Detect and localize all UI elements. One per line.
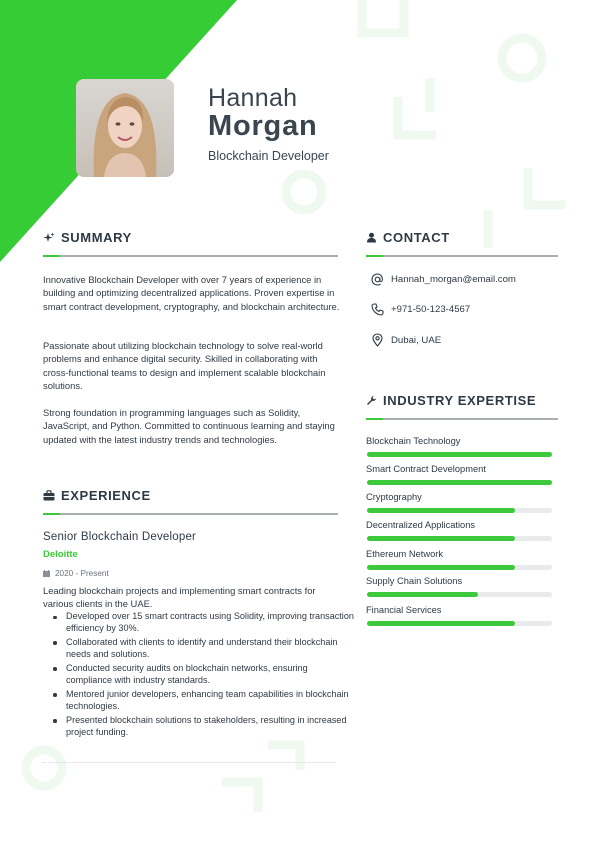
wrench-icon: [366, 395, 377, 406]
summary-paragraph-1: Innovative Blockchain Developer with over 7 years of experience in building and optimizing decentralized applications. Proven expertise in smart contract development, cryptography, and blockchain architecture.: [43, 274, 340, 312]
skill-bar-fill: [367, 565, 515, 570]
list-item: Presented blockchain solutions to stakeholders, resulting in increased project funding.: [66, 715, 356, 738]
contact-email-row: [371, 273, 516, 286]
summary-heading: [43, 230, 132, 245]
contact-phone-row: [371, 303, 470, 316]
skill-label: Smart Contract Development: [366, 464, 486, 474]
contact-title: CONTACT: [383, 230, 450, 245]
skill-bar-track: [367, 508, 552, 513]
job-title: Senior Blockchain Developer: [43, 531, 197, 543]
summary-title: SUMMARY: [61, 230, 132, 245]
contact-location-row: [371, 333, 441, 347]
list-item: Conducted security audits on blockchain networks, ensuring compliance with industry standards.: [66, 663, 356, 686]
calendar-icon: [43, 570, 50, 577]
skill-label: Decentralized Applications: [366, 520, 476, 530]
sparkle-icon: [43, 232, 55, 244]
skill-bar-fill: [367, 621, 515, 626]
summary-paragraph-2: Passionate about utilizing blockchain technology to solve real-world problems and enhance digital security. Skilled in collaborating with cross-functional teams to design and implement scalable blockchain solutions.: [43, 340, 326, 392]
summary-paragraph-3: Strong foundation in programming languages such as Solidity, JavaScript, and Python. Committed to continuous learning and staying updated with the latest industry trends and technologies.: [43, 407, 335, 445]
briefcase-icon: [43, 490, 55, 501]
job-bullets: [43, 611, 356, 741]
list-item: Developed over 15 smart contracts using Solidity, improving transaction efficiency by 30%.: [66, 611, 356, 634]
skill-bar-fill: [367, 452, 552, 457]
portrait-image-icon: [76, 79, 174, 177]
section-divider: [43, 762, 335, 763]
skill-bar-fill: [367, 592, 478, 597]
first-name: Hannah: [208, 84, 298, 112]
location-pin-icon: [371, 333, 384, 347]
experience-heading: [43, 488, 151, 503]
skill-bar-track: [367, 480, 552, 485]
skill-bar-track: [367, 536, 552, 541]
experience-rule: [43, 513, 338, 515]
skill-bar-track: [367, 565, 552, 570]
skill-bar-fill: [367, 508, 515, 513]
phone-icon: [371, 303, 384, 316]
person-icon: [366, 232, 377, 243]
job-dates: [43, 569, 109, 578]
contact-location: Dubai, UAE: [391, 334, 442, 346]
expertise-heading: [366, 393, 536, 408]
profile-photo: [76, 79, 174, 177]
company-name: Deloitte: [43, 549, 78, 560]
list-item: Mentored junior developers, enhancing team capabilities in blockchain technologies.: [66, 689, 356, 712]
at-icon: [371, 273, 384, 286]
summary-rule: [43, 255, 338, 257]
skill-label: Cryptography: [366, 492, 422, 502]
list-item: Collaborated with clients to identify and understand their blockchain needs and solutions.: [66, 637, 356, 660]
last-name: Morgan: [208, 110, 318, 142]
skill-bar-track: [367, 452, 552, 457]
contact-phone[interactable]: +971-50-123-4567: [391, 304, 471, 315]
skill-bar-fill: [367, 480, 552, 485]
contact-heading: [366, 230, 450, 245]
expertise-rule: [366, 418, 558, 420]
skill-bar-fill: [367, 536, 515, 541]
experience-title: EXPERIENCE: [61, 488, 151, 503]
skill-bar-track: [367, 592, 552, 597]
contact-rule: [366, 255, 558, 257]
skill-label: Ethereum Network: [366, 549, 443, 559]
job-role: Blockchain Developer: [208, 149, 329, 163]
skill-label: Financial Services: [366, 605, 442, 615]
skill-bar-track: [367, 621, 552, 626]
skill-label: Supply Chain Solutions: [366, 576, 463, 586]
job-description: Leading blockchain projects and implementing smart contracts for various clients in the UAE.: [43, 585, 316, 610]
skill-label: Blockchain Technology: [366, 436, 461, 446]
contact-email[interactable]: Hannah_morgan@email.com: [391, 274, 516, 285]
job-dates-text: 2020 - Present: [55, 569, 109, 578]
expertise-title: INDUSTRY EXPERTISE: [383, 393, 537, 408]
